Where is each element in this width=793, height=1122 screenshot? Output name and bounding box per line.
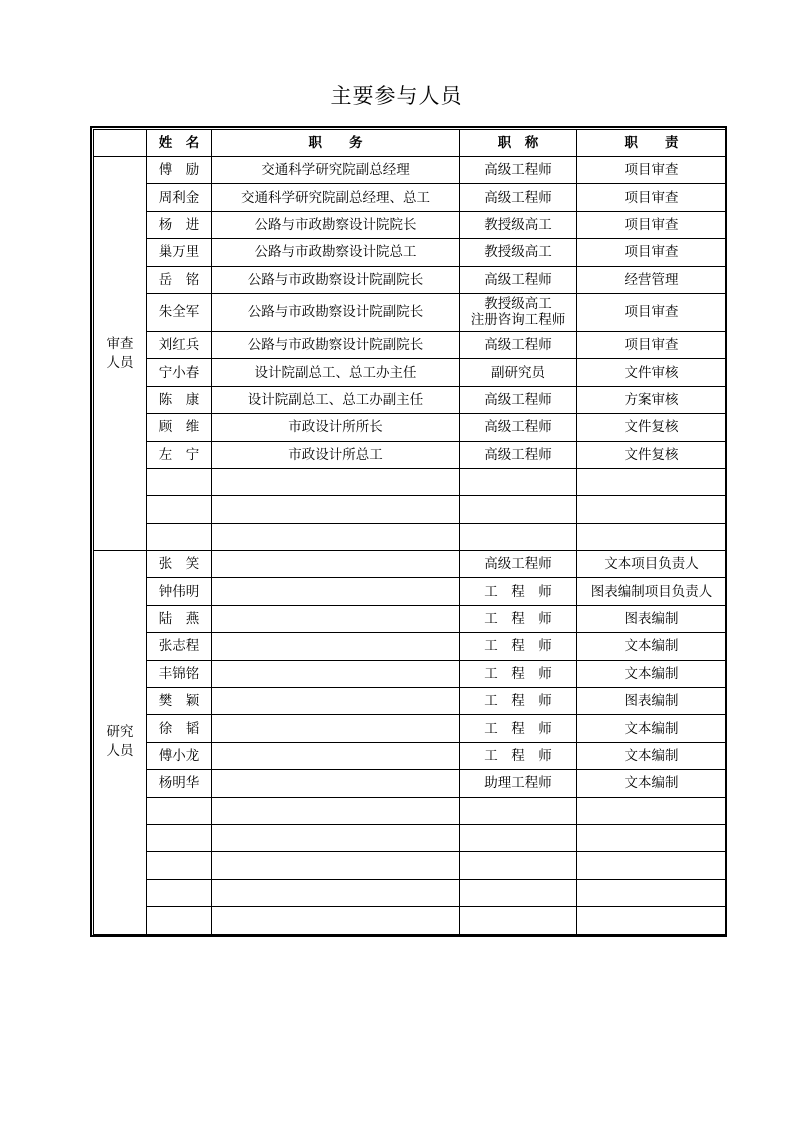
- duty-cell: 文件复核: [577, 414, 727, 441]
- duty-cell: 项目审查: [577, 293, 727, 331]
- rank-cell: [460, 824, 577, 851]
- rank-cell: 工 程 师: [460, 578, 577, 605]
- duty-cell: [577, 523, 727, 550]
- position-cell: 公路与市政勘察设计院副院长: [212, 266, 460, 293]
- position-cell: 公路与市政勘察设计院院长: [212, 211, 460, 238]
- header-group: [94, 130, 147, 157]
- table-row: [94, 386, 727, 413]
- table-row: [94, 770, 727, 797]
- table-row: [94, 715, 727, 742]
- position-cell: [212, 468, 460, 495]
- position-cell: 市政设计所总工: [212, 441, 460, 468]
- group-label-cell: [94, 157, 147, 551]
- table-row: [94, 414, 727, 441]
- name-cell: 张 笑: [147, 551, 212, 578]
- duty-cell: 经营管理: [577, 266, 727, 293]
- rank-cell: 工 程 师: [460, 633, 577, 660]
- duty-cell: 图表编制项目负责人: [577, 578, 727, 605]
- rank-cell: 工 程 师: [460, 605, 577, 632]
- duty-cell: [577, 496, 727, 523]
- table-body: [94, 157, 727, 935]
- table-row: [94, 211, 727, 238]
- rank-cell: 工 程 师: [460, 742, 577, 769]
- duty-cell: 项目审查: [577, 331, 727, 358]
- rank-cell: [460, 293, 577, 331]
- name-cell: 巢万里: [147, 239, 212, 266]
- position-cell: [212, 551, 460, 578]
- position-cell: [212, 688, 460, 715]
- position-cell: [212, 879, 460, 906]
- duty-cell: 图表编制: [577, 688, 727, 715]
- duty-cell: 文本编制: [577, 633, 727, 660]
- name-cell: 左 宁: [147, 441, 212, 468]
- name-cell: 傅小龙: [147, 742, 212, 769]
- table-row: [94, 879, 727, 906]
- rank-cell: 教授级高工: [460, 211, 577, 238]
- header-position: 职 务: [212, 130, 460, 157]
- rank-cell: [460, 879, 577, 906]
- table-row: [94, 184, 727, 211]
- position-cell: [212, 852, 460, 879]
- position-cell: 设计院副总工、总工办副主任: [212, 386, 460, 413]
- rank-cell: 工 程 师: [460, 715, 577, 742]
- name-cell: 朱全军: [147, 293, 212, 331]
- name-cell: [147, 907, 212, 934]
- table-row: [94, 742, 727, 769]
- group-label: 人员: [106, 743, 134, 760]
- table-row: [94, 551, 727, 578]
- name-cell: [147, 523, 212, 550]
- position-cell: [212, 907, 460, 934]
- position-cell: 公路与市政勘察设计院副院长: [212, 331, 460, 358]
- duty-cell: 文件审核: [577, 359, 727, 386]
- table-row: [94, 578, 727, 605]
- position-cell: [212, 824, 460, 851]
- table-row: [94, 266, 727, 293]
- duty-cell: 文本编制: [577, 660, 727, 687]
- name-cell: 岳 铭: [147, 266, 212, 293]
- rank-cell: [460, 907, 577, 934]
- position-cell: [212, 605, 460, 632]
- name-cell: [147, 852, 212, 879]
- rank-cell: 工 程 师: [460, 688, 577, 715]
- name-cell: 宁小春: [147, 359, 212, 386]
- table-row: [94, 824, 727, 851]
- rank-cell: [460, 523, 577, 550]
- header-name: 姓 名: [147, 130, 212, 157]
- table-row: [94, 157, 727, 184]
- rank-cell: 高级工程师: [460, 184, 577, 211]
- group-label: 人员: [106, 354, 134, 371]
- name-cell: 陈 康: [147, 386, 212, 413]
- duty-cell: 项目审查: [577, 211, 727, 238]
- rank-cell: 高级工程师: [460, 414, 577, 441]
- header-duty: 职 责: [577, 130, 727, 157]
- rank-line: 注册咨询工程师: [470, 312, 566, 329]
- table-row: [94, 907, 727, 934]
- name-cell: 丰锦铭: [147, 660, 212, 687]
- personnel-table-frame: [90, 126, 727, 937]
- personnel-table: [93, 129, 727, 935]
- header-rank: 职 称: [460, 130, 577, 157]
- table-row: [94, 331, 727, 358]
- duty-cell: 图表编制: [577, 605, 727, 632]
- name-cell: 徐 韬: [147, 715, 212, 742]
- name-cell: 杨 进: [147, 211, 212, 238]
- duty-cell: [577, 907, 727, 934]
- table-row: [94, 468, 727, 495]
- position-cell: [212, 523, 460, 550]
- rank-cell: 高级工程师: [460, 551, 577, 578]
- position-cell: [212, 742, 460, 769]
- duty-cell: 项目审查: [577, 239, 727, 266]
- rank-cell: [460, 797, 577, 824]
- rank-cell: 助理工程师: [460, 770, 577, 797]
- duty-cell: [577, 852, 727, 879]
- duty-cell: 文本项目负责人: [577, 551, 727, 578]
- position-cell: 设计院副总工、总工办主任: [212, 359, 460, 386]
- rank-cell: 高级工程师: [460, 157, 577, 184]
- table-row: [94, 852, 727, 879]
- rank-cell: [460, 852, 577, 879]
- duty-cell: [577, 824, 727, 851]
- duty-cell: [577, 879, 727, 906]
- table-row: [94, 660, 727, 687]
- duty-cell: 项目审查: [577, 157, 727, 184]
- duty-cell: 文本编制: [577, 770, 727, 797]
- name-cell: 樊 颖: [147, 688, 212, 715]
- name-cell: 陆 燕: [147, 605, 212, 632]
- name-cell: 傅 励: [147, 157, 212, 184]
- position-cell: [212, 496, 460, 523]
- position-cell: [212, 715, 460, 742]
- table-row: [94, 496, 727, 523]
- name-cell: [147, 824, 212, 851]
- name-cell: [147, 496, 212, 523]
- name-cell: 钟伟明: [147, 578, 212, 605]
- name-cell: [147, 879, 212, 906]
- position-cell: 公路与市政勘察设计院副院长: [212, 293, 460, 331]
- group-label: 研究: [106, 724, 134, 741]
- rank-cell: [460, 468, 577, 495]
- position-cell: [212, 797, 460, 824]
- rank-line: 教授级高工: [484, 296, 552, 313]
- name-cell: 刘红兵: [147, 331, 212, 358]
- name-cell: 周利金: [147, 184, 212, 211]
- table-header-row: [94, 130, 727, 157]
- position-cell: 交通科学研究院副总经理、总工: [212, 184, 460, 211]
- position-cell: [212, 660, 460, 687]
- position-cell: 交通科学研究院副总经理: [212, 157, 460, 184]
- table-row: [94, 359, 727, 386]
- duty-cell: 项目审查: [577, 184, 727, 211]
- table-row: [94, 239, 727, 266]
- name-cell: [147, 468, 212, 495]
- table-row: [94, 441, 727, 468]
- table-row: [94, 797, 727, 824]
- name-cell: [147, 797, 212, 824]
- rank-cell: 教授级高工: [460, 239, 577, 266]
- table-row: [94, 523, 727, 550]
- rank-cell: 工 程 师: [460, 660, 577, 687]
- position-cell: [212, 633, 460, 660]
- duty-cell: 文本编制: [577, 742, 727, 769]
- position-cell: [212, 578, 460, 605]
- rank-cell: 高级工程师: [460, 386, 577, 413]
- duty-cell: 方案审核: [577, 386, 727, 413]
- name-cell: 杨明华: [147, 770, 212, 797]
- duty-cell: 文件复核: [577, 441, 727, 468]
- rank-cell: [460, 496, 577, 523]
- name-cell: 张志程: [147, 633, 212, 660]
- rank-cell: 副研究员: [460, 359, 577, 386]
- duty-cell: [577, 468, 727, 495]
- name-cell: 顾 维: [147, 414, 212, 441]
- table-row: [94, 293, 727, 331]
- rank-cell: 高级工程师: [460, 441, 577, 468]
- rank-cell: 高级工程师: [460, 266, 577, 293]
- position-cell: [212, 770, 460, 797]
- group-label-cell: [94, 551, 147, 934]
- table-row: [94, 605, 727, 632]
- table-row: [94, 688, 727, 715]
- position-cell: 公路与市政勘察设计院总工: [212, 239, 460, 266]
- group-label: 审查: [106, 335, 134, 352]
- table-row: [94, 633, 727, 660]
- page-title: 主要参与人员: [330, 84, 463, 108]
- position-cell: 市政设计所所长: [212, 414, 460, 441]
- rank-cell: 高级工程师: [460, 331, 577, 358]
- duty-cell: 文本编制: [577, 715, 727, 742]
- duty-cell: [577, 797, 727, 824]
